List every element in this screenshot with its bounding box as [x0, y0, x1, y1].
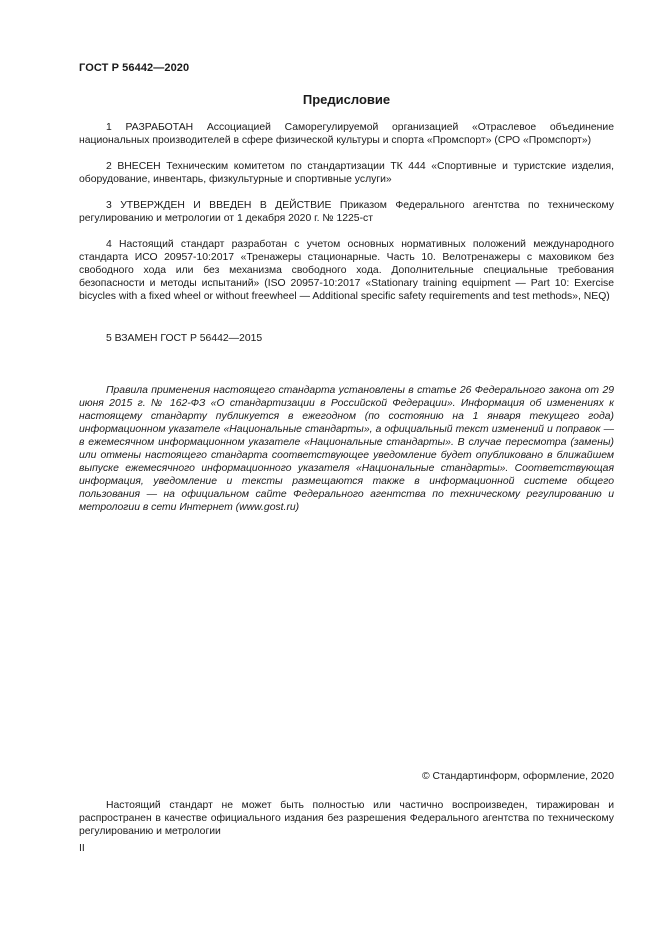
- document-code-header: ГОСТ Р 56442—2020: [79, 62, 190, 74]
- foreword-item-2: 2 ВНЕСЕН Техническим комитетом по стандартизации ТК 444 «Спортивные и туристские изделия, оборудование, инвентарь, физкультурные и спортивные услуги»: [79, 161, 614, 185]
- copyright-line: © Стандартинформ, оформление, 2020: [421, 771, 614, 782]
- foreword-item-5: 5 ВЗАМЕН ГОСТ Р 56442—2015: [106, 333, 263, 344]
- foreword-item-3: 3 УТВЕРЖДЕН И ВВЕДЕН В ДЕЙСТВИЕ Приказом Федерального агентства по техническому регулированию и метрологии от 1 декабря 2020 г. № 1225-ст: [79, 200, 614, 224]
- reproduction-notice: Настоящий стандарт не может быть полностью или частично воспроизведен, тиражирован и распространен в качестве официального издания без разрешения Федерального агентства по техническому регулированию и метрологии: [79, 800, 614, 837]
- foreword-item-1: 1 РАЗРАБОТАН Ассоциацией Саморегулируемой организацией «Отраслевое объединение национальных производителей в сфере физической культуры и спорта «Промспорт» (СРО «Промспорт»): [79, 122, 614, 146]
- application-rules-notice: Правила применения настоящего стандарта установлены в статье 26 Федерального закона от 29 июня 2015 г. № 162-ФЗ «О стандартизации в Российской Федерации». Информация об изменениях к настоящему стандарту публикуется в ежегодном (по состоянию на 1 января текущего года) информационном указателе «Национальные стандарты», а официальный текст изменений и поправок — в ежемесячном информационном указателе «Национальные стандарты». В случае пересмотра (замены) или отмены настоящего стандарта соответствующее уведомление будет опубликовано в ближайшем выпуске ежемесячного информационного указателя «Национальные стандарты». Соответствующая информация, уведомление и тексты размещаются также в информационной системе общего пользования — на официальном сайте Федерального агентства по техническому регулированию и метрологии в сети Интернет (www.gost.ru): [79, 385, 614, 513]
- foreword-item-4: 4 Настоящий стандарт разработан с учетом основных нормативных положений международного стандарта ИСО 20957-10:2017 «Тренажеры стационарные. Часть 10. Велотренажеры с маховиком без свободного хода или без механизма свободного хода. Дополнительные специальные требования безопасности и методы испытаний» (ISO 20957-10:2017 «Stationary training equipment — Part 10: Exercise bicycles with a fixed wheel or without freewheel — Additional specific safety requirements and test methods», NEQ): [79, 239, 614, 302]
- page-title: Предисловие: [302, 92, 391, 107]
- page-number: II: [79, 843, 85, 854]
